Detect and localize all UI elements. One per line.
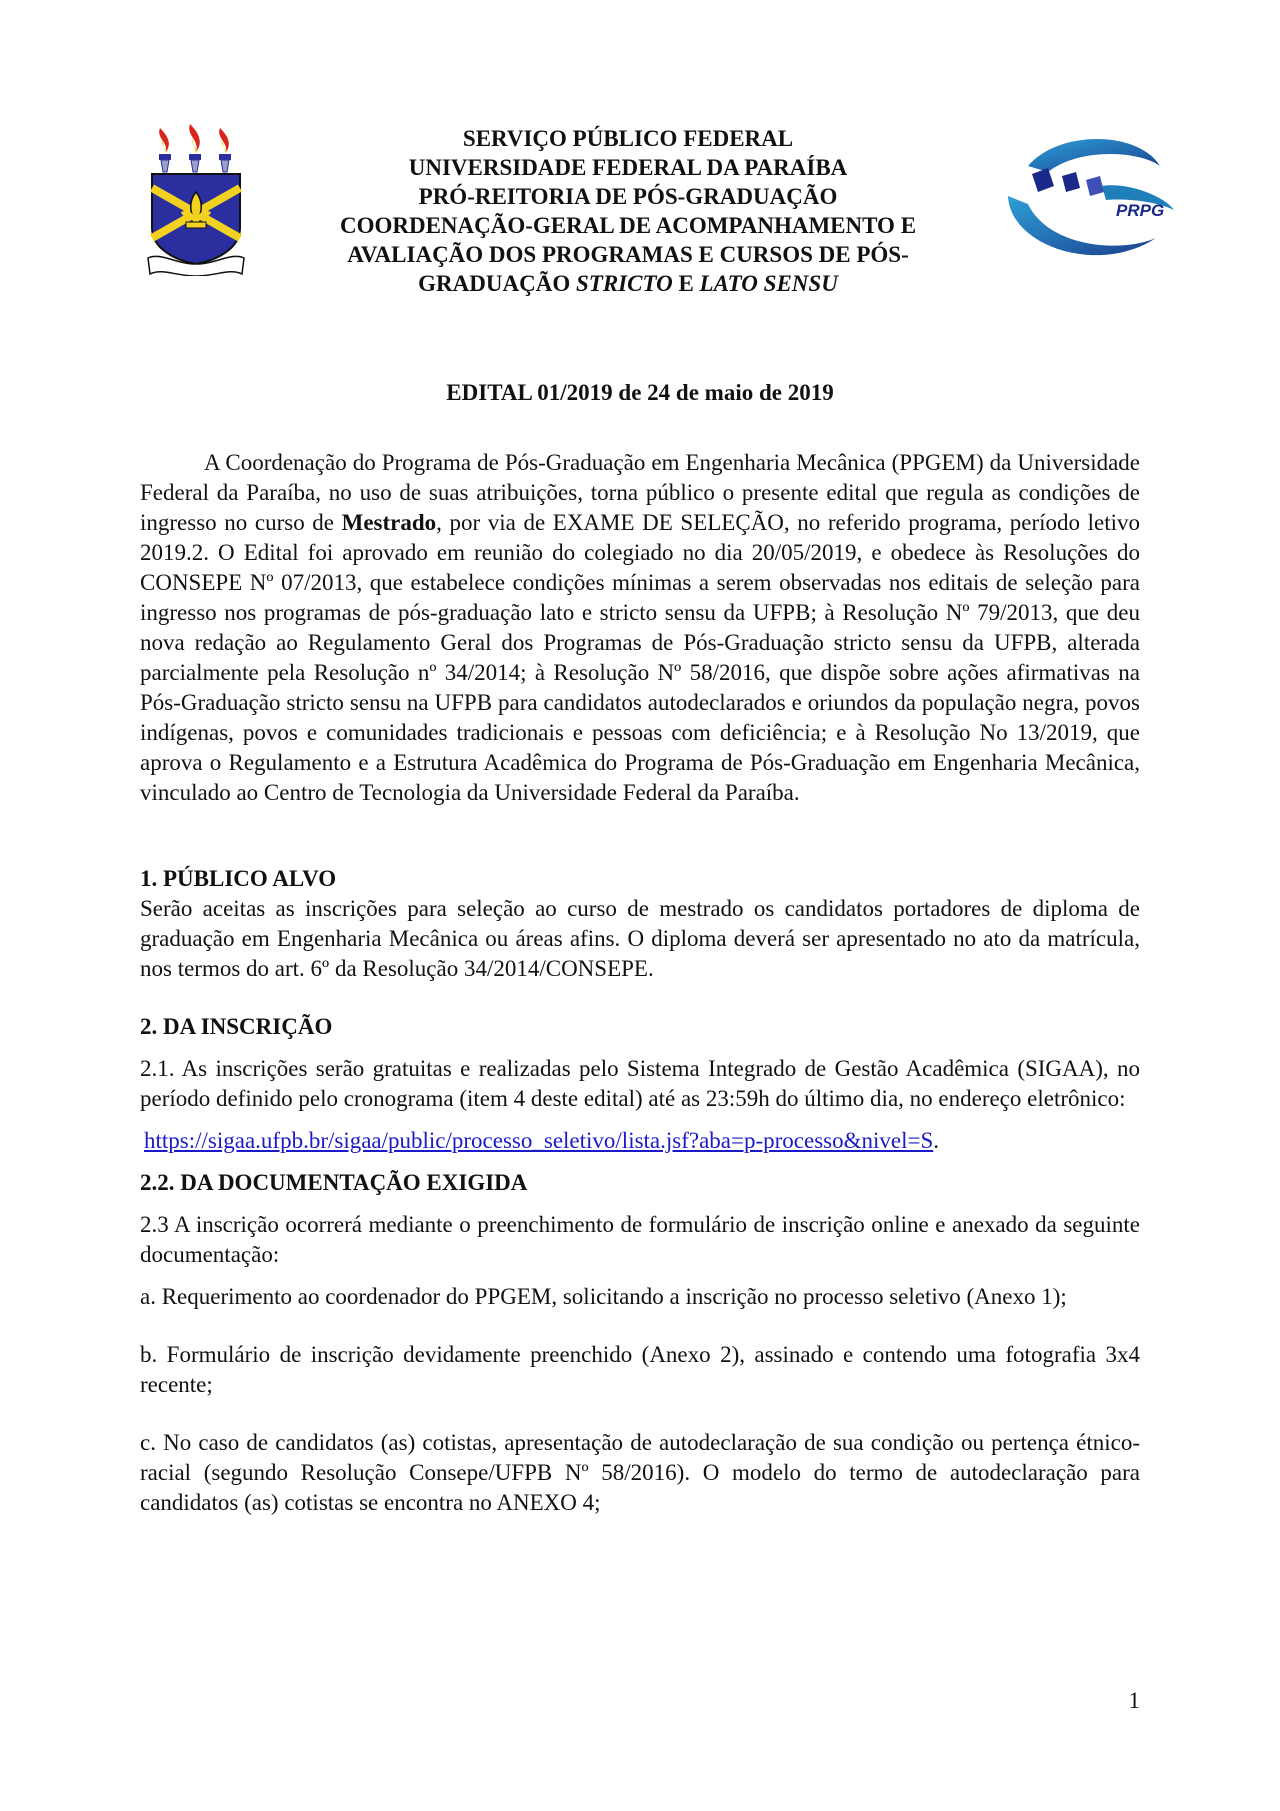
section-1-heading: 1. PÚBLICO ALVO (140, 866, 337, 891)
header-line-6-prefix: GRADUAÇÃO (418, 271, 576, 296)
sigaa-link-suffix: . (933, 1128, 940, 1153)
item-b: b. Formulário de inscrição devidamente preenchido (Anexo 2), assinado e contendo uma fotografia 3x4 recente; (140, 1342, 1140, 1397)
edital-title: EDITAL 01/2019 de 24 de maio de 2019 (446, 380, 834, 405)
section-1-text: Serão aceitas as inscrições para seleção ao curso de mestrado os candidatos portadores de diploma de graduação em Engenharia Mecânica ou áreas afins. O diploma deverá ser apresentado no ato da matrícula, nos termos do art. 6º da Resolução 34/2014/CONSEPE. (140, 896, 1140, 981)
header-stricto: STRICTO (575, 271, 673, 296)
header-line-3: PRÓ-REITORIA DE PÓS-GRADUAÇÃO (418, 184, 838, 209)
header-line-1: SERVIÇO PÚBLICO FEDERAL (462, 126, 794, 151)
section-2-2-heading: 2.2. DA DOCUMENTAÇÃO EXIGIDA (140, 1170, 528, 1195)
header-lato-sensu: LATO SENSU (699, 271, 838, 296)
section-2-heading: 2. DA INSCRIÇÃO (140, 1014, 333, 1039)
sigaa-link[interactable]: https://sigaa.ufpb.br/sigaa/public/processo_seletivo/lista.jsf?aba=p-processo&nivel=S (144, 1128, 934, 1153)
prpg-logo-text: PRPG (1116, 201, 1165, 220)
intro-text-part-2: , por via de EXAME DE SELEÇÃO, no referido programa, período letivo 2019.2. O Edital foi aprovado em reunião do colegiado no dia 20/05/2019, e obedece às Resoluções do CONSEPE Nº 07/2013, que estabelece condições mínimas a serem observadas nos editais de seleção para ingresso nos programas de pós-graduação lato e stricto sensu da UFPB; à Resolução Nº 79/2013, que deu nova redação ao Regulamento Geral dos Programas de Pós-Graduação stricto sensu da UFPB, alterada parcialmente pela Resolução nº 34/2014; à Resolução Nº 58/2016, que dispõe sobre ações afirmativas na Pós-Graduação stricto sensu na UFPB para candidatos autodeclarados e oriundos da população negra, povos indígenas, povos e comunidades tradicionais e pessoas com deficiência; e à Resolução No 13/2019, que aprova o Regulamento e a Estrutura Acadêmica do Programa de Pós-Graduação em Engenharia Mecânica, vinculado ao Centro de Tecnologia da Universidade Federal da Paraíba. (140, 510, 1140, 805)
intro-mestrado: Mestrado (341, 510, 437, 535)
item-2-1: 2.1. As inscrições serão gratuitas e realizadas pelo Sistema Integrado de Gestão Acadêmica (SIGAA), no período definido pelo cronograma (item 4 deste edital) até as 23:59h do último dia, no endereço eletrônico: (140, 1056, 1140, 1111)
sigaa-link-line (140, 1126, 1140, 1156)
header-line-6 (290, 269, 966, 298)
prpg-logo (988, 126, 1178, 266)
intro-paragraph (140, 448, 1140, 808)
page-number: 1 (1128, 1688, 1140, 1713)
header-line-4: COORDENAÇÃO-GERAL DE ACOMPANHAMENTO E (339, 213, 917, 238)
item-a: a. Requerimento ao coordenador do PPGEM, solicitando a inscrição no processo seletivo (Anexo 1); (140, 1284, 1067, 1309)
intro-text-part-1: A Coordenação do Programa de Pós-Graduação em Engenharia Mecânica (PPGEM) da Universidade Federal da Paraíba, no uso de suas atribuições, torna público o presente edital que regula as condições de ingresso no curso de (140, 450, 1140, 535)
header-line-5: AVALIAÇÃO DOS PROGRAMAS E CURSOS DE PÓS- (347, 242, 909, 267)
item-2-3: 2.3 A inscrição ocorrerá mediante o preenchimento de formulário de inscrição online e anexado da seguinte documentação: (140, 1212, 1140, 1267)
item-c: c. No caso de candidatos (as) cotistas, apresentação de autodeclaração de sua condição ou pertença étnico-racial (segundo Resolução Consepe/UFPB Nº 58/2016). O modelo do termo de autodeclaração para candidatos (as) cotistas se encontra no ANEXO 4; (140, 1430, 1140, 1515)
header-line-6-middle: E (672, 271, 700, 296)
header-institution-block (290, 124, 966, 298)
ufpb-crest-logo (146, 118, 246, 276)
header-line-2: UNIVERSIDADE FEDERAL DA PARAÍBA (408, 155, 848, 180)
document-body (140, 448, 1140, 1518)
